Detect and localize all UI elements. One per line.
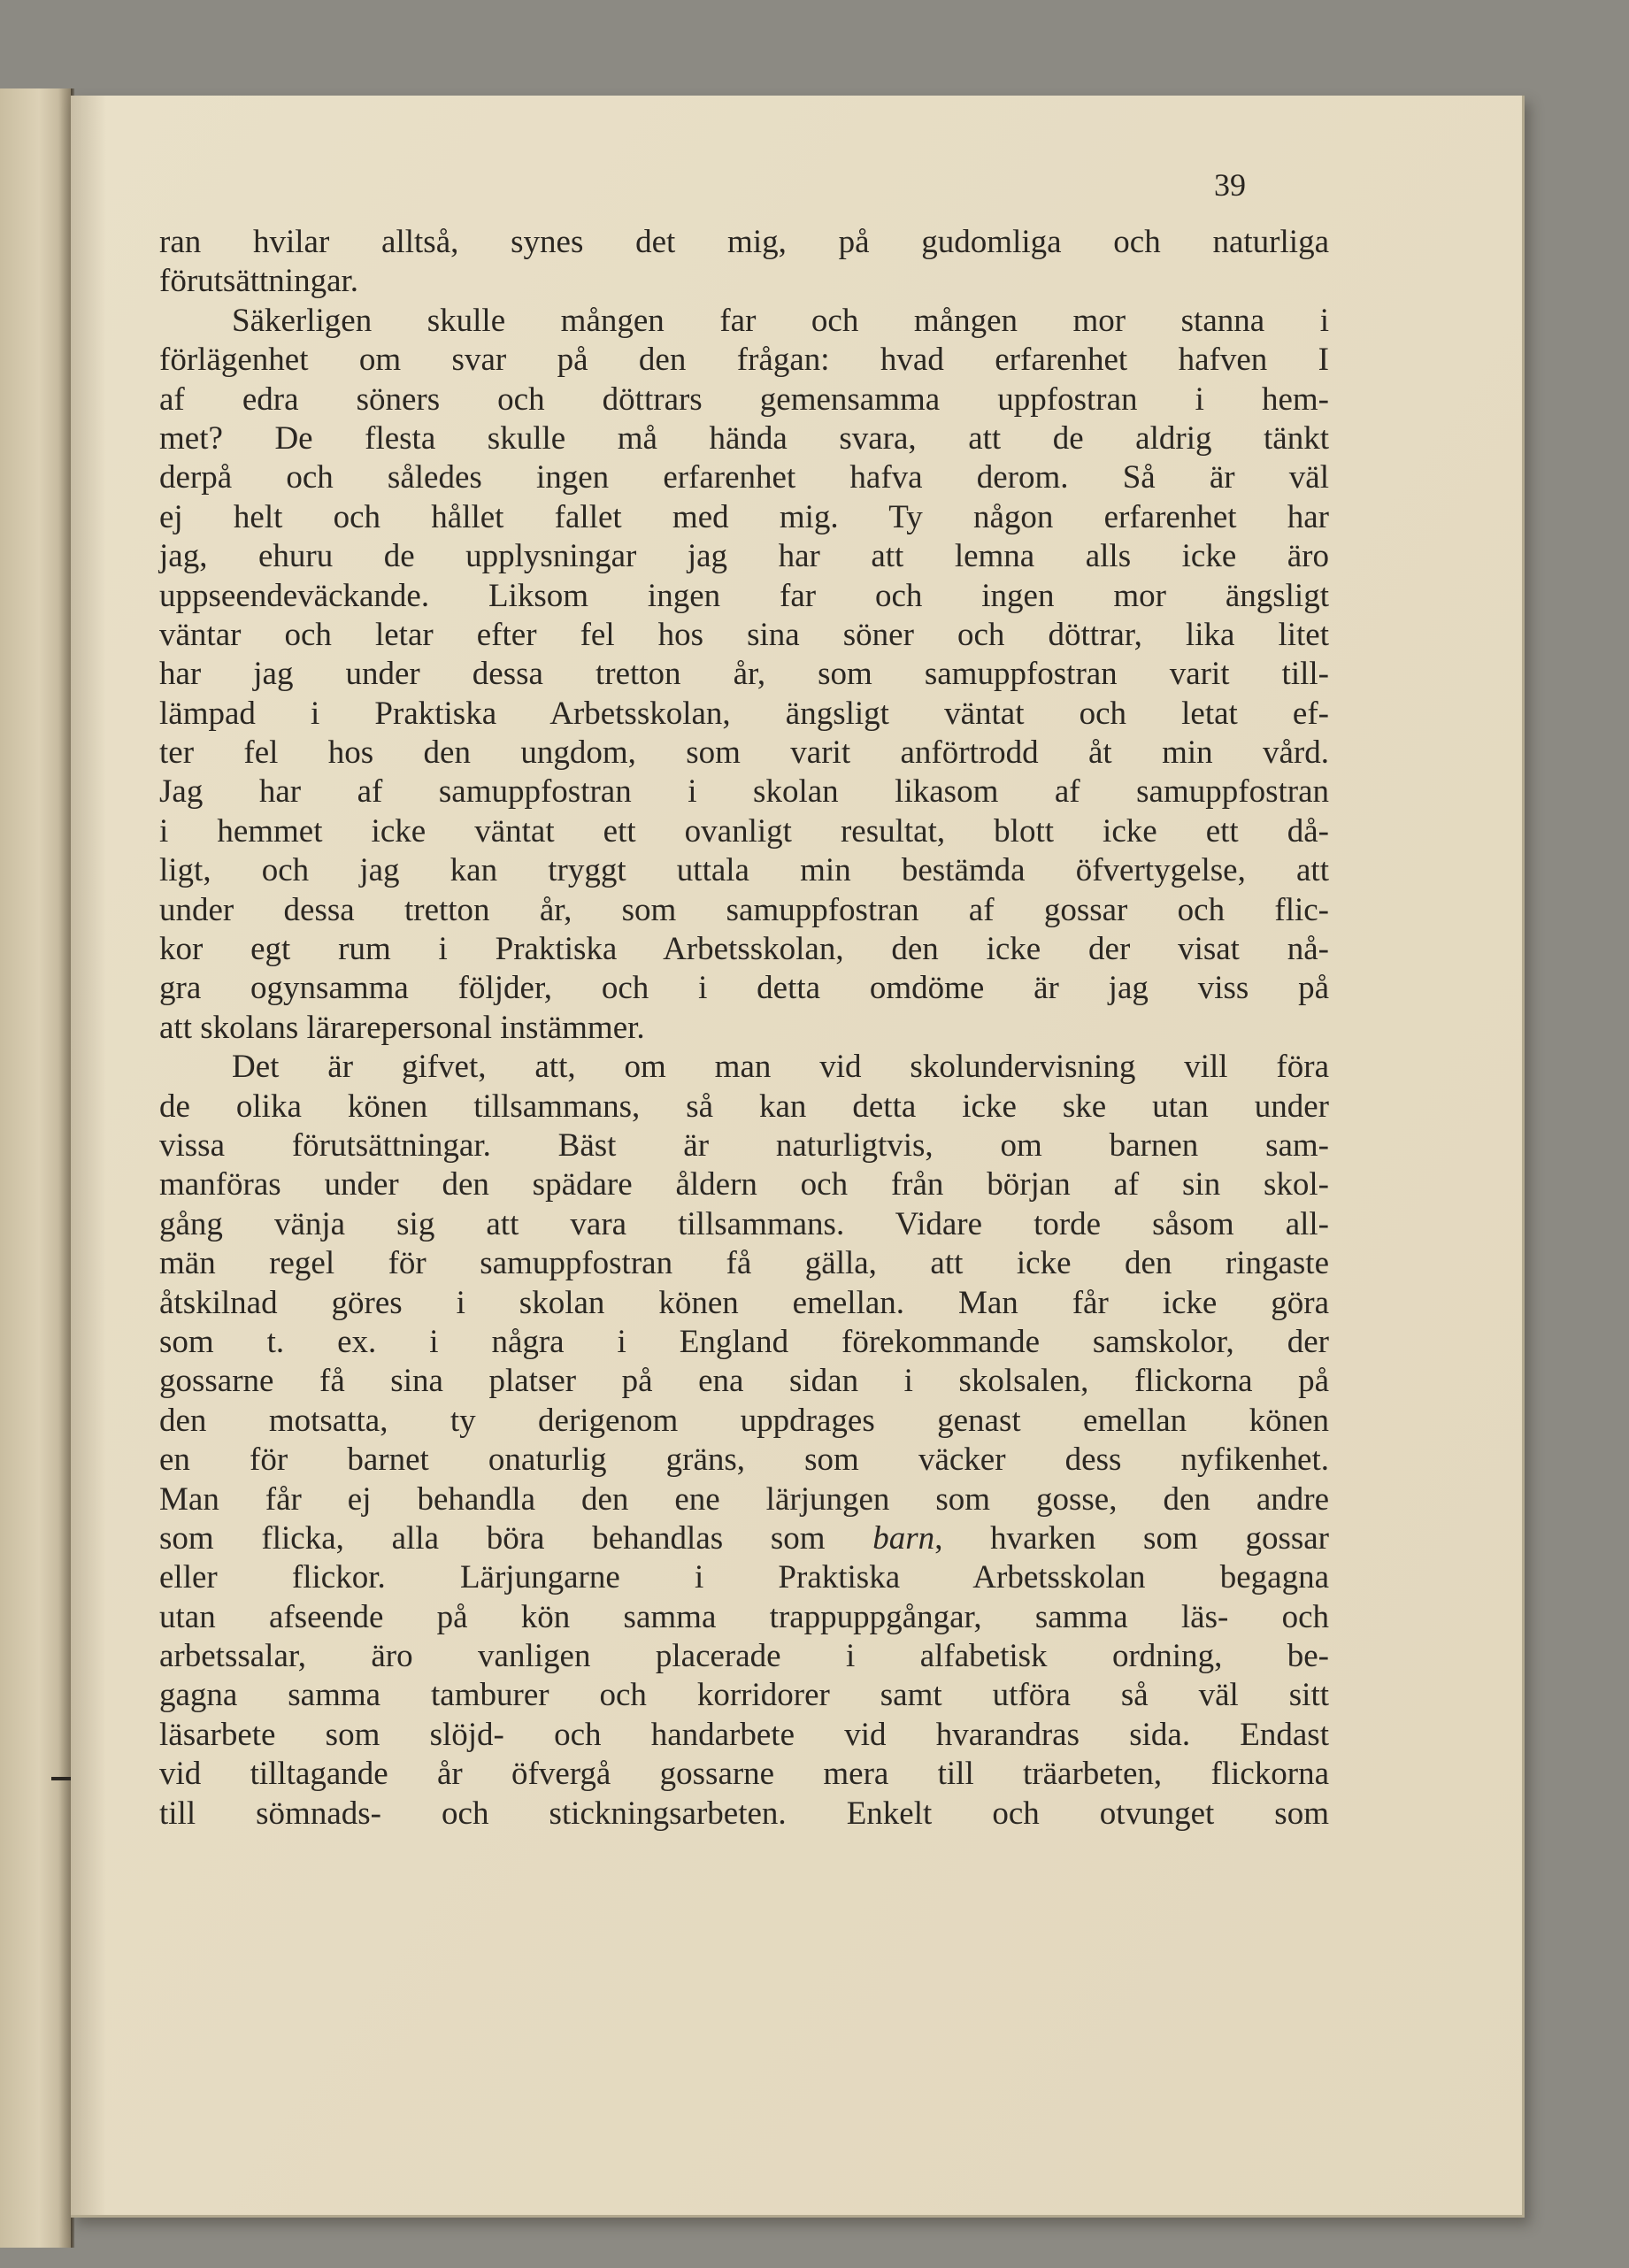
text-line: derpå och således ingen erfarenhet hafva derom. Så är väl <box>159 459 1329 496</box>
text-line: utan afseende på kön samma trappuppgångar, samma läs- och <box>159 1598 1329 1635</box>
text-line: gång vänja sig att vara tillsammans. Vidare torde såsom all- <box>159 1205 1329 1242</box>
text-line: de olika könen tillsammans, så kan detta icke ske utan under <box>159 1088 1329 1125</box>
page-number: 39 <box>1214 167 1246 203</box>
text-line: Man får ej behandla den ene lärjungen som gosse, den andre <box>159 1480 1329 1518</box>
text-line: ter fel hos den ungdom, som varit anförtrodd åt min vård. <box>159 734 1329 772</box>
text-line: väntar och letar efter fel hos sina söner och döttrar, lika litet <box>159 616 1329 653</box>
text-line: vid tilltagande år öfvergå gossarne mera till träarbeten, flickorna <box>159 1756 1329 1793</box>
text-line: som t. ex. i några i England förekommande samskolor, der <box>159 1323 1329 1360</box>
text-line: till sömnads- och stickningsarbeten. Enkelt och otvunget som <box>159 1795 1329 1832</box>
text-line <box>159 1519 1329 1558</box>
text-line: Jag har af samuppfostran i skolan likasom af samuppfostran <box>159 773 1329 811</box>
text-line: eller flickor. Lärjungarne i Praktiska Arbetsskolan begagna <box>159 1559 1329 1596</box>
text-line: manföras under den spädare åldern och från början af sin skol- <box>159 1166 1329 1203</box>
text-line: läsarbete som slöjd- och handarbete vid hvarandras sida. Endast <box>159 1716 1329 1753</box>
italic-word: barn <box>872 1519 935 1557</box>
text-line: af edra söners och döttrars gemensamma uppfostran i hem- <box>159 381 1329 418</box>
text-line: kor egt rum i Praktiska Arbetsskolan, den icke der visat nå- <box>159 931 1329 968</box>
text-line: i hemmet icke väntat ett ovanligt resultat, blott icke ett då- <box>159 812 1329 850</box>
text-line: lämpad i Praktiska Arbetsskolan, ängsligt väntat och letat ef- <box>159 695 1329 732</box>
text-line: ran hvilar alltså, synes det mig, på gudomliga och naturliga <box>159 224 1329 260</box>
text-line: uppseendeväckande. Liksom ingen far och ingen mor ängsligt <box>159 577 1329 614</box>
text-line: en för barnet onaturlig gräns, som väcker dess nyfikenhet. <box>159 1442 1329 1479</box>
text-line: gagna samma tamburer och korridorer samt utföra så väl sitt <box>159 1677 1329 1714</box>
text-fragment: , hvarken som gossar <box>934 1519 1329 1557</box>
text-line: män regel för samuppfostran få gälla, att icke den ringaste <box>159 1245 1329 1282</box>
text-line: gossarne få sina platser på ena sidan i skolsalen, flickorna på <box>159 1363 1329 1400</box>
text-fragment: som flicka, alla böra behandlas som <box>159 1519 873 1557</box>
text-line: under dessa tretton år, som samuppfostran af gossar och flic- <box>159 891 1329 928</box>
text-line: förlägenhet om svar på den frågan: hvad erfarenhet hafven I <box>159 342 1329 379</box>
text-line: att skolans lärarepersonal instämmer. <box>159 1009 645 1046</box>
text-line: ligt, och jag kan tryggt uttala min bestämda öfvertygelse, att <box>159 852 1329 889</box>
paragraph-first-line: Det är gifvet, att, om man vid skolundervisning vill föra <box>232 1049 1329 1086</box>
text-line: met? De flesta skulle må hända svara, att de aldrig tänkt <box>159 419 1329 457</box>
text-line: åtskilnad göres i skolan könen emellan. Man får icke göra <box>159 1284 1329 1321</box>
text-line: jag, ehuru de upplysningar jag har att lemna alls icke äro <box>159 538 1329 575</box>
text-line: vissa förutsättningar. Bäst är naturligtvis, om barnen sam- <box>159 1126 1329 1164</box>
page-gutter-shade <box>71 96 106 2215</box>
text-line: den motsatta, ty derigenom uppdrages genast emellan könen <box>159 1402 1329 1439</box>
text-line: gra ogynsamma följder, och i detta omdöme är jag viss på <box>159 970 1329 1007</box>
text-line: arbetssalar, äro vanligen placerade i alfabetisk ordning, be- <box>159 1638 1329 1675</box>
text-line: ej helt och hållet fallet med mig. Ty någon erfarenhet har <box>159 498 1329 535</box>
paragraph-first-line: Säkerligen skulle mången far och mången mor stanna i <box>232 302 1329 339</box>
text-line: har jag under dessa tretton år, som samuppfostran varit till- <box>159 656 1329 693</box>
body-text <box>159 223 1329 1834</box>
text-line: förutsättningar. <box>159 263 359 300</box>
